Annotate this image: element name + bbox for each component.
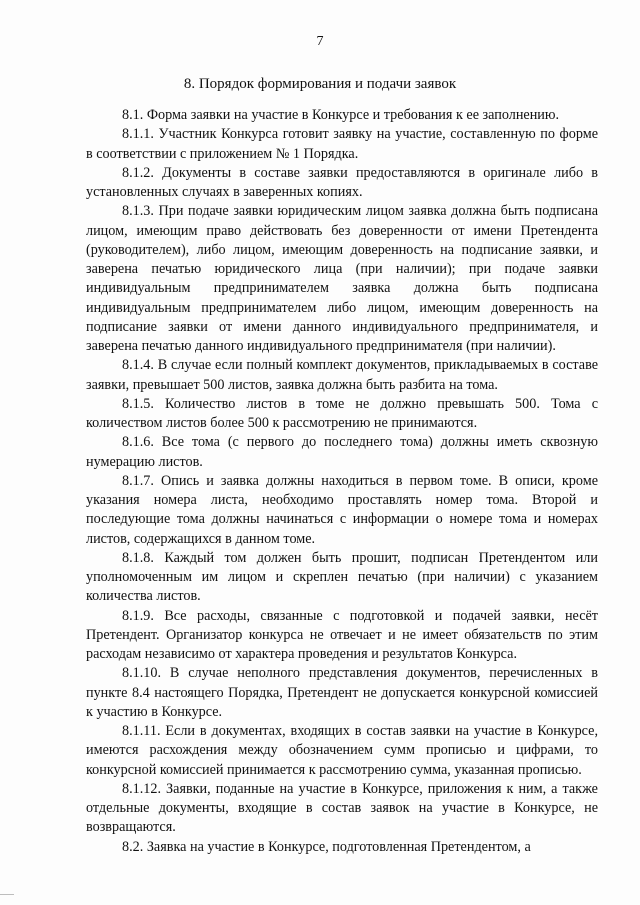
paragraph-8-1-11: 8.1.11. Если в документах, входящих в состав заявки на участие в Конкурсе, имеются расхождения между обозначением сумм прописью и цифрами, то конкурсной комиссией принимается к рассмотрению сумма, указанная прописью. bbox=[86, 723, 598, 778]
document-body bbox=[86, 106, 598, 857]
paragraph-8-1-4: 8.1.4. В случае если полный комплект документов, прикладываемых в составе заявки, превышает 500 листов, заявка должна быть разбита на тома. bbox=[86, 357, 598, 393]
paragraph-8-1: 8.1. Форма заявки на участие в Конкурсе и требования к ее заполнению. bbox=[122, 107, 560, 123]
paragraph-8-1-5: 8.1.5. Количество листов в томе не должно превышать 500. Тома с количеством листов более 500 к рассмотрению не принимаются. bbox=[86, 395, 598, 431]
paragraph-8-1-7: 8.1.7. Опись и заявка должны находиться в первом томе. В описи, кроме указания номера листа, необходимо проставлять номер тома. Второй и последующие тома должны начинаться с информации о номере тома и номерах листов, содержащихся в данном томе. bbox=[86, 472, 598, 547]
paragraph-8-1-9: 8.1.9. Все расходы, связанные с подготовкой и подачей заявки, несёт Претендент. Организатор конкурса не отвечает и не имеет обязательств по этим расходам независимо от характера проведения и результатов Конкурса. bbox=[86, 607, 598, 662]
paragraph-8-1-12: 8.1.12. Заявки, поданные на участие в Конкурсе, приложения к ним, а также отдельные документы, входящие в состав заявок на участие в Конкурсе, не возвращаются. bbox=[86, 780, 598, 836]
paragraph-8-1-3: 8.1.3. При подаче заявки юридическим лицом заявка должна быть подписана лицом, имеющим право действовать без доверенности от имени Претендента (руководителем), либо лицом, имеющим доверенность на подписание заявки, и заверена печатью юридического лица (при наличии); при подаче заявки индивидуальным предпринимателем заявка должна быть подписана индивидуальным предпринимателем либо лицом, имеющим доверенность на подписание заявки от имени данного индивидуального предпринимателя, и заверена печатью данного индивидуального предпринимателя (при наличии). bbox=[86, 203, 598, 354]
paragraph-8-1-8: 8.1.8. Каждый том должен быть прошит, подписан Претендентом или уполномоченным им лицом и скреплен печатью (при наличии) с указанием количества листов. bbox=[86, 549, 598, 605]
paragraph-8-1-1: 8.1.1. Участник Конкурса готовит заявку на участие, составленную по форме в соответствии с приложением № 1 Порядка. bbox=[86, 126, 598, 162]
page-number: 7 bbox=[316, 34, 324, 49]
section-heading: 8. Порядок формирования и подачи заявок bbox=[183, 76, 457, 92]
paragraph-8-1-6: 8.1.6. Все тома (с первого до последнего тома) должны иметь сквозную нумерацию листов. bbox=[86, 434, 598, 470]
scan-edge-mark bbox=[0, 894, 14, 905]
paragraph-8-1-10: 8.1.10. В случае неполного представления документов, перечисленных в пункте 8.4 настоящего Порядка, Претендент не допускается конкурсной комиссией к участию в Конкурсе. bbox=[86, 665, 598, 720]
paragraph-8-1-2: 8.1.2. Документы в составе заявки предоставляются в оригинале либо в установленных случаях в заверенных копиях. bbox=[86, 164, 598, 200]
paragraph-8-2: 8.2. Заявка на участие в Конкурсе, подготовленная Претендентом, а bbox=[122, 838, 531, 855]
